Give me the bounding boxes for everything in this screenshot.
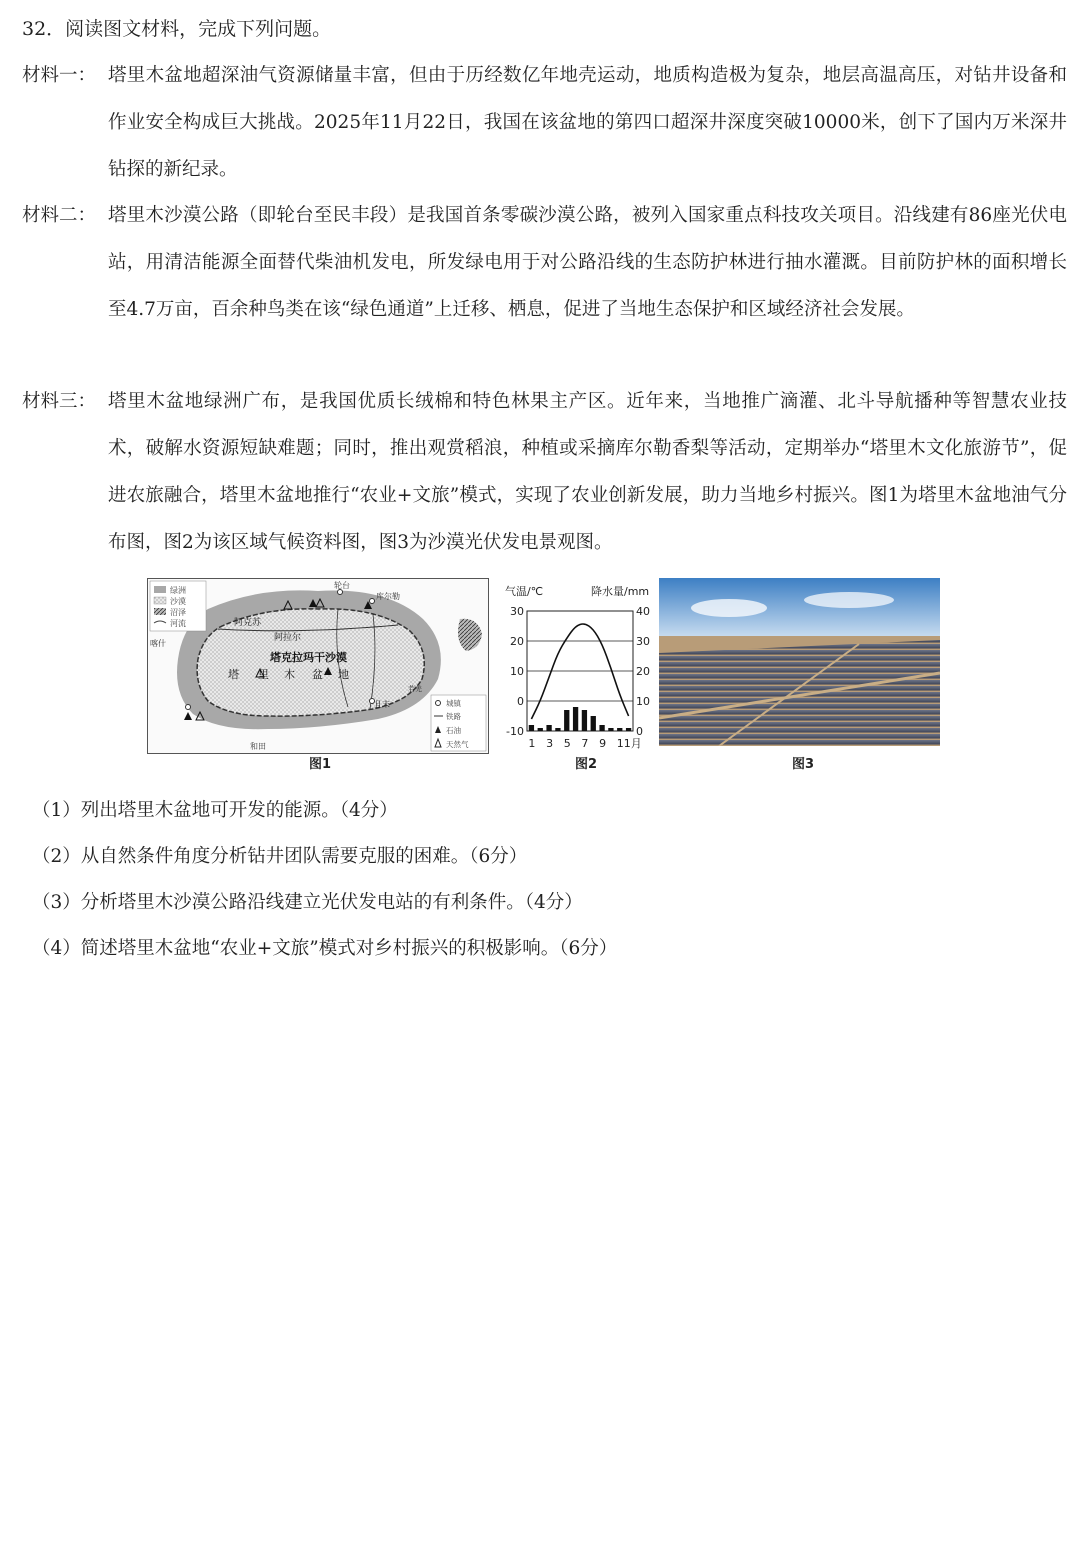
x-tick-label: 3: [546, 737, 554, 750]
legend-marsh: 沼泽: [170, 608, 186, 617]
question-1: （1）列出塔里木盆地可开发的能源。（4分）: [32, 800, 398, 821]
legend-town: 城镇: [446, 699, 461, 708]
question-title: 32．阅读图文材料，完成下列问题。: [22, 18, 332, 40]
fig1-caption: 图1: [309, 757, 332, 772]
fig3-solar-photo: [659, 578, 940, 746]
precip-bar: [538, 728, 543, 731]
town-marker: [186, 705, 191, 710]
climate-svg: [505, 583, 655, 753]
precip-bar: [591, 716, 596, 731]
basin-char-3: 木: [284, 668, 295, 681]
town-marker: [370, 699, 375, 704]
x-ticks: [528, 737, 641, 750]
solar-panel-field: [659, 640, 940, 746]
map-svg: [148, 579, 488, 753]
x-tick-label: 1: [528, 737, 536, 750]
legend-desert: 沙漠: [170, 597, 186, 606]
legend-oil: 石油: [446, 726, 461, 735]
material-1-label: 材料一：: [22, 65, 97, 86]
place-kuerle: 库尔勒: [376, 592, 400, 601]
material-3-text: 塔里木盆地绿洲广布，是我国优质长绒棉和特色林果主产区。近年来，当地推广滴灌、北斗导航播种等智慧农业技术，破解水资源短缺难题；同时，推出观赏稻浪，种植或采摘库尔勒香梨等活动，定期举办“塔里木文化旅游节”，促进农旅融合，塔里木盆地推行“农业+文旅”模式，实现了农业创新发展，助力当地乡村振兴。图1为塔里木盆地油气分布图，图2为该区域气候资料图，图3为沙漠光伏发电景观图。: [108, 391, 1067, 553]
precip-bar: [564, 710, 569, 731]
basin-char-4: 盆: [312, 668, 323, 681]
place-alaer: 阿拉尔: [274, 633, 302, 643]
material-1-text: 塔里木盆地超深油气资源储量丰富，但由于历经数亿年地壳运动，地质构造极为复杂，地层高温高压，对钻井设备和作业安全构成巨大挑战。2025年11月22日，我国在该盆地的第四口超深井深度突破10000米，创下了国内万米深井钻探的新纪录。: [108, 65, 1067, 180]
material-3-label: 材料三：: [22, 391, 97, 412]
right-tick-label: 30: [636, 635, 650, 648]
right-ticks: [636, 605, 650, 738]
precip-bar: [573, 707, 578, 731]
place-ruoqiang: 若羌: [408, 685, 422, 693]
legend-swatch-oasis: [154, 586, 166, 593]
marsh-area: [458, 619, 482, 651]
precip-bar: [599, 725, 604, 731]
left-tick-label: 10: [510, 665, 524, 678]
material-3: [22, 378, 1067, 566]
material-2-text: 塔里木沙漠公路（即轮台至民丰段）是我国首条零碳沙漠公路，被列入国家重点科技攻关项目。沿线建有86座光伏电站，用清洁能源全面替代柴油机发电，所发绿电用于对公路沿线的生态防护林进行抽水灌溉。目前防护林的面积增长至4.7万亩，百余种鸟类在该“绿色通道”上迁移、栖息，促进了当地生态保护和区域经济社会发展。: [108, 205, 1067, 320]
fig2-climate-chart: [505, 583, 655, 753]
fig3-caption: 图3: [792, 757, 815, 772]
left-ticks: [506, 605, 524, 738]
precip-bar: [546, 725, 551, 731]
right-tick-label: 20: [636, 665, 650, 678]
right-tick-label: 40: [636, 605, 650, 618]
precip-bar: [555, 728, 560, 731]
legend-swatch-marsh: [154, 608, 166, 615]
place-luntai: 轮台: [334, 581, 350, 590]
place-qiemo: 且末: [374, 700, 390, 709]
question-2: （2）从自然条件角度分析钻井团队需要克服的困难。（6分）: [32, 846, 528, 867]
town-marker: [338, 590, 343, 595]
question-4: （4）简述塔里木盆地“农业+文旅”模式对乡村振兴的积极影响。（6分）: [32, 938, 618, 959]
precip-bar: [529, 725, 534, 731]
legend-river: 河流: [170, 619, 186, 628]
fig2-caption: 图2: [575, 757, 598, 772]
fig1-map: [147, 578, 489, 754]
precip-bars: [529, 707, 631, 731]
solar-photo-svg: [659, 578, 940, 746]
place-akesu: 阿克苏: [234, 618, 262, 628]
left-tick-label: -10: [506, 725, 524, 738]
figures-row: [147, 578, 940, 770]
right-tick-label: 10: [636, 695, 650, 708]
left-tick-label: 30: [510, 605, 524, 618]
x-tick-label: 5: [563, 737, 571, 750]
legend-oasis: 绿洲: [170, 586, 186, 595]
basin-char-1: 塔: [228, 668, 239, 681]
oil-icon: [184, 712, 192, 720]
right-tick-label: 0: [636, 725, 643, 738]
x-tick-label: 9: [599, 737, 607, 750]
left-axis-label: 气温/℃: [505, 585, 544, 598]
place-hetian: 和田: [250, 742, 266, 751]
legend-rail: 铁路: [446, 712, 461, 721]
legend-swatch-desert: [154, 597, 166, 604]
left-tick-label: 20: [510, 635, 524, 648]
left-tick-label: 0: [517, 695, 524, 708]
material-2-label: 材料二：: [22, 205, 97, 226]
cloud: [691, 599, 767, 617]
town-marker: [370, 599, 375, 604]
place-kashi: 喀什: [150, 639, 166, 648]
right-axis-label: 降水量/mm: [591, 585, 650, 598]
x-tick-label: 7: [581, 737, 589, 750]
basin-char-5: 地: [338, 668, 349, 681]
precip-bar: [626, 728, 631, 731]
cloud: [804, 592, 894, 608]
question-3: （3）分析塔里木沙漠公路沿线建立光伏发电站的有利条件。（4分）: [32, 892, 583, 913]
precip-bar: [582, 710, 587, 731]
precip-bar: [608, 728, 613, 731]
place-desert: 塔克拉玛干沙漠: [270, 651, 347, 664]
material-2: [22, 192, 1067, 333]
material-1: [22, 52, 1067, 193]
legend-gas: 天然气: [446, 740, 469, 749]
x-tick-label: 11月: [616, 737, 642, 750]
temperature-curve: [531, 624, 628, 719]
precip-bar: [617, 728, 622, 731]
basin-char-2: 里: [258, 668, 269, 681]
